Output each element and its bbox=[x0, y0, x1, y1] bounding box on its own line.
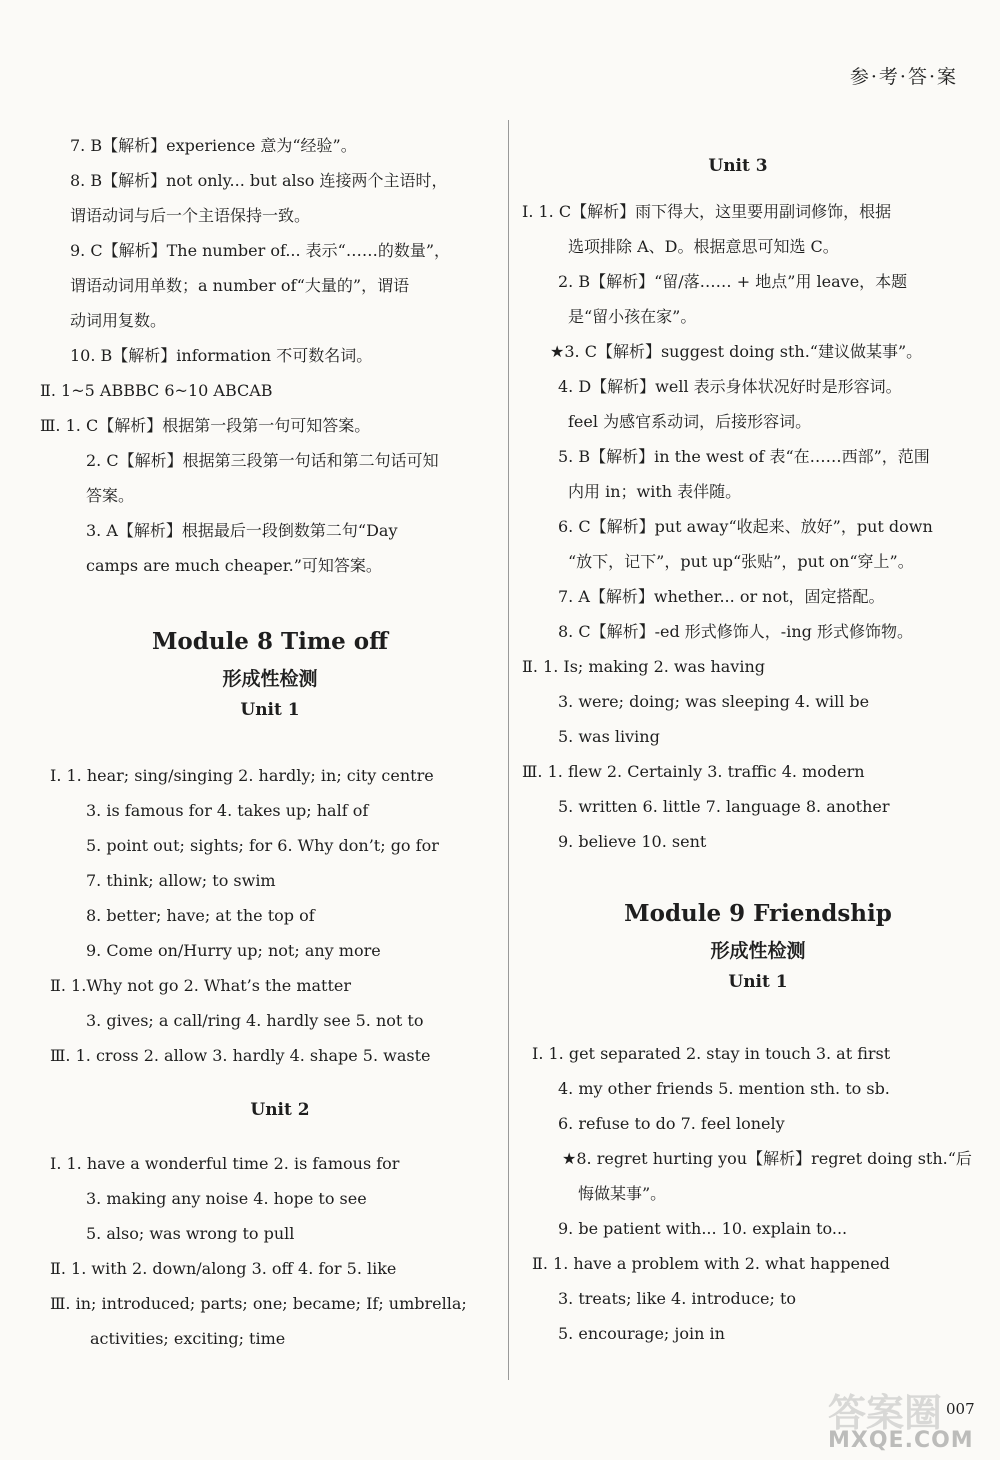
module-8-unit-2-answers bbox=[50, 1146, 500, 1356]
text-line: 7. A【解析】whether... or not，固定搭配。 bbox=[558, 587, 885, 606]
text-line: 6. C【解析】put away“收起来、放好”，put down bbox=[558, 517, 933, 536]
text-line: 9. be patient with... 10. explain to... bbox=[558, 1219, 848, 1238]
text-line: Ⅰ. 1. C【解析】雨下得大，这里要用副词修饰，根据 bbox=[522, 202, 892, 221]
text-line: 谓语动词用单数；a number of“大量的”，谓语 bbox=[70, 276, 410, 295]
text-line: ★3. C【解析】suggest doing sth.“建议做某事”。 bbox=[550, 342, 923, 361]
text-line: 选项排除 A、D。根据意思可知选 C。 bbox=[568, 237, 839, 256]
watermark-logo-text: 答案圈 bbox=[828, 1391, 943, 1435]
text-line: Ⅰ. 1. have a wonderful time 2. is famous for bbox=[50, 1154, 400, 1173]
text-line: camps are much cheaper.”可知答案。 bbox=[86, 556, 382, 575]
text-line: Ⅲ. 1. flew 2. Certainly 3. traffic 4. modern bbox=[522, 762, 865, 781]
text-line: 动词用复数。 bbox=[70, 311, 167, 330]
text-line: 8. better; have; at the top of bbox=[86, 906, 315, 925]
watermark-text: MXQE.COM bbox=[828, 1428, 974, 1453]
column-divider bbox=[508, 120, 509, 1380]
text-line: 9. believe 10. sent bbox=[558, 832, 707, 851]
text-line: 是“留小孩在家”。 bbox=[568, 307, 697, 326]
text-line: 3. gives; a call/ring 4. hardly see 5. not to bbox=[86, 1011, 424, 1030]
module-8-title: Module 8 Time off bbox=[151, 628, 389, 655]
text-line: activities; exciting; time bbox=[90, 1329, 286, 1348]
unit-3-answers bbox=[522, 194, 972, 859]
module-9-unit-1-title: Unit 1 bbox=[728, 972, 788, 992]
text-line: Ⅲ. in; introduced; parts; one; became; If; umbrella; bbox=[50, 1294, 467, 1313]
text-line: Ⅲ. 1. C【解析】根据第一段第一句可知答案。 bbox=[40, 416, 371, 435]
text-line: 3. treats; like 4. introduce; to bbox=[558, 1289, 797, 1308]
text-line: 内用 in；with 表伴随。 bbox=[568, 482, 742, 501]
unit-3-title: Unit 3 bbox=[708, 156, 768, 176]
text-line: feel 为感官系动词，后接形容词。 bbox=[568, 412, 812, 431]
text-line: 7. B【解析】experience 意为“经验”。 bbox=[70, 136, 357, 155]
text-line: 3. is famous for 4. takes up; half of bbox=[86, 801, 369, 820]
text-line: Ⅰ. 1. get separated 2. stay in touch 3. at first bbox=[532, 1044, 891, 1063]
text-line: 悔做某事”。 bbox=[578, 1184, 667, 1203]
text-line: 5. encourage; join in bbox=[558, 1324, 725, 1343]
module-8-unit-2-title: Unit 2 bbox=[250, 1100, 310, 1120]
text-line: 9. Come on/Hurry up; not; any more bbox=[86, 941, 381, 960]
text-line: 4. D【解析】well 表示身体状况好时是形容词。 bbox=[558, 377, 902, 396]
text-line: 7. think; allow; to swim bbox=[86, 871, 276, 890]
text-line: Ⅰ. 1. hear; sing/singing 2. hardly; in; city centre bbox=[50, 766, 434, 785]
text-line: 2. C【解析】根据第三段第一句话和第二句话可知 bbox=[86, 451, 439, 470]
text-line: Ⅱ. 1.Why not go 2. What’s the matter bbox=[50, 976, 352, 995]
page-header: 参·考·答·案 bbox=[849, 66, 958, 88]
text-line: ★8. regret hurting you【解析】regret doing sth.“后 bbox=[562, 1149, 972, 1168]
text-line: 5. B【解析】in the west of 表“在……西部”，范围 bbox=[558, 447, 930, 466]
text-line: Ⅲ. 1. cross 2. allow 3. hardly 4. shape 5. waste bbox=[50, 1046, 431, 1065]
text-line: 5. was living bbox=[558, 727, 660, 746]
text-line: Ⅱ. 1. Is; making 2. was having bbox=[522, 657, 765, 676]
text-line: Ⅱ. 1. with 2. down/along 3. off 4. for 5. like bbox=[50, 1259, 397, 1278]
text-line: 谓语动词与后一个主语保持一致。 bbox=[70, 206, 311, 225]
module-9-title: Module 9 Friendship bbox=[624, 900, 892, 927]
text-line: 6. refuse to do 7. feel lonely bbox=[558, 1114, 785, 1133]
text-line: 3. making any noise 4. hope to see bbox=[86, 1189, 367, 1208]
text-line: 2. B【解析】“留/落…… + 地点”用 leave，本题 bbox=[558, 272, 908, 291]
text-line: Ⅱ. 1~5 ABBBC 6~10 ABCAB bbox=[40, 381, 273, 400]
text-line: 8. B【解析】not only... but also 连接两个主语时， bbox=[70, 171, 448, 190]
page-number: 007 bbox=[946, 1400, 975, 1418]
module-8-subtitle: 形成性检测 bbox=[222, 668, 318, 690]
module-8-unit-1-answers bbox=[50, 758, 500, 1073]
module-9-subtitle: 形成性检测 bbox=[710, 940, 806, 962]
text-line: 8. C【解析】-ed 形式修饰人，-ing 形式修饰物。 bbox=[558, 622, 913, 641]
text-line: 3. were; doing; was sleeping 4. will be bbox=[558, 692, 870, 711]
module-8-unit-1-title: Unit 1 bbox=[240, 700, 300, 720]
text-line: “放下，记下”，put up“张贴”，put on“穿上”。 bbox=[568, 552, 914, 571]
left-column bbox=[40, 128, 500, 583]
text-line: 9. C【解析】The number of... 表示“……的数量”， bbox=[70, 241, 451, 260]
text-line: 5. also; was wrong to pull bbox=[86, 1224, 295, 1243]
text-line: Ⅱ. 1. have a problem with 2. what happened bbox=[532, 1254, 890, 1273]
text-line: 4. my other friends 5. mention sth. to sb. bbox=[558, 1079, 890, 1098]
text-line: 5. point out; sights; for 6. Why don’t; go for bbox=[86, 836, 439, 855]
text-line: 3. A【解析】根据最后一段倒数第二句“Day bbox=[86, 521, 398, 540]
module-9-unit-1-answers bbox=[532, 1036, 972, 1351]
text-line: 10. B【解析】information 不可数名词。 bbox=[70, 346, 373, 365]
text-line: 5. written 6. little 7. language 8. another bbox=[558, 797, 890, 816]
text-line: 答案。 bbox=[86, 486, 135, 505]
